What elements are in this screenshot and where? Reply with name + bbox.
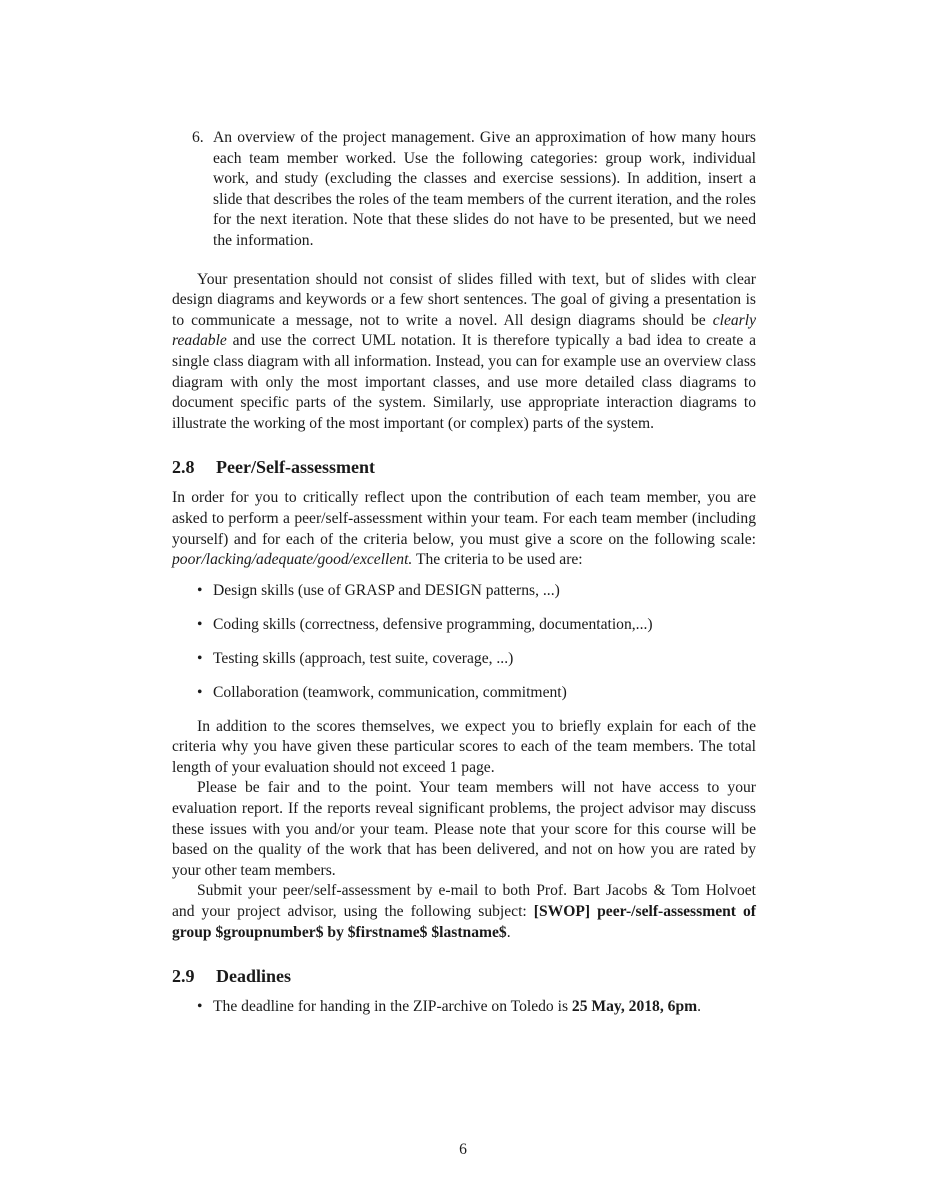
section-title: Peer/Self-assessment bbox=[216, 457, 375, 478]
section-title: Deadlines bbox=[216, 966, 292, 987]
page-number: 6 bbox=[459, 1141, 467, 1158]
presentation-paragraph bbox=[172, 270, 756, 435]
enumerated-item-6 bbox=[172, 128, 756, 252]
bullet-icon: • bbox=[197, 649, 203, 667]
criteria-list bbox=[172, 581, 756, 704]
list-item bbox=[172, 649, 756, 670]
assessment-intro-part1: In order for you to critically reflect upon the contribution of each team member, you are asked to perform a peer/self-assessment within your team. For each team member (including yourself) and for each of the criteria below, you must give a score on the following scale: bbox=[172, 489, 756, 548]
deadline-period: . bbox=[697, 998, 702, 1016]
criteria-item-text: Design skills (use of GRASP and DESIGN patterns, ...) bbox=[213, 581, 560, 599]
presentation-emphasis: clearly readable bbox=[172, 311, 756, 350]
bullet-icon: • bbox=[197, 683, 203, 701]
section-heading-2-9 bbox=[172, 965, 756, 987]
bullet-icon: • bbox=[197, 581, 203, 599]
criteria-item-text: Collaboration (teamwork, communication, commitment) bbox=[213, 683, 567, 701]
section-heading-2-8 bbox=[172, 456, 756, 478]
submission-subject: [SWOP] peer-/self-assessment of group $groupnumber$ by $firstname$ $lastname$ bbox=[172, 902, 756, 941]
document-body bbox=[172, 128, 756, 1018]
submission-paragraph bbox=[172, 881, 756, 943]
bullet-icon: • bbox=[197, 615, 203, 633]
bullet-icon: • bbox=[197, 998, 203, 1016]
presentation-text-part1: Your presentation should not consist of slides filled with text, but of slides with clear design diagrams and keywords or a few short sentences. The goal of giving a presentation is to communicate a message, not to write a novel. All design diagrams should be bbox=[172, 270, 756, 329]
list-item bbox=[172, 683, 756, 704]
deadline-list bbox=[172, 997, 756, 1018]
assessment-scale-emphasis: poor/lacking/adequate/good/excellent. bbox=[172, 551, 413, 569]
assessment-intro-part2: The criteria to be used are: bbox=[412, 551, 583, 569]
assessment-intro-paragraph bbox=[172, 488, 756, 570]
list-item bbox=[172, 581, 756, 602]
deadline-text: The deadline for handing in the ZIP-archive on Toledo is bbox=[213, 998, 572, 1016]
criteria-item-text: Testing skills (approach, test suite, coverage, ...) bbox=[213, 649, 514, 667]
fairness-paragraph: Please be fair and to the point. Your team members will not have access to your evaluation report. If the reports reveal significant problems, the project advisor may discuss these issues with you and/or your team. Please note that your score for this course will be based on the quality of the work that has been delivered, and not on how you are rated by your other team members. bbox=[172, 779, 756, 879]
submission-text: Submit your peer/self-assessment by e-mail to both Prof. Bart Jacobs & Tom Holvoet and your project advisor, using the following subject: bbox=[172, 882, 756, 920]
scores-paragraph: In addition to the scores themselves, we expect you to briefly explain for each of the criteria why you have given these particular scores to each of the team members. The total length of your evaluation should not exceed 1 page. bbox=[172, 717, 756, 776]
section-number: 2.8 bbox=[172, 457, 195, 478]
presentation-text-part2: and use the correct UML notation. It is therefore typically a bad idea to create a single class diagram with all information. Instead, you can for example use an overview class diagram with only the most important classes, and use more detailed class diagrams to document specific parts of the system. Similarly, use appropriate interaction diagrams to illustrate the working of the most important (or complex) parts of the system. bbox=[172, 332, 756, 432]
list-item bbox=[172, 615, 756, 636]
section-number: 2.9 bbox=[172, 966, 195, 987]
enumerated-item-label: 6. bbox=[192, 129, 204, 146]
submission-period: . bbox=[506, 923, 511, 941]
criteria-item-text: Coding skills (correctness, defensive programming, documentation,...) bbox=[213, 615, 653, 633]
enumerated-item-text: An overview of the project management. Give an approximation of how many hours each team member worked. Use the following categories: group work, individual work, and study (excluding the classes and exercise sessions). In addition, insert a slide that describes the roles of the team members of the current iteration, and the roles for the next iteration. Note that these slides do not have to be presented, but we need the information. bbox=[213, 129, 756, 249]
list-item bbox=[172, 997, 756, 1018]
deadline-date: 25 May, 2018, 6pm bbox=[571, 998, 698, 1016]
